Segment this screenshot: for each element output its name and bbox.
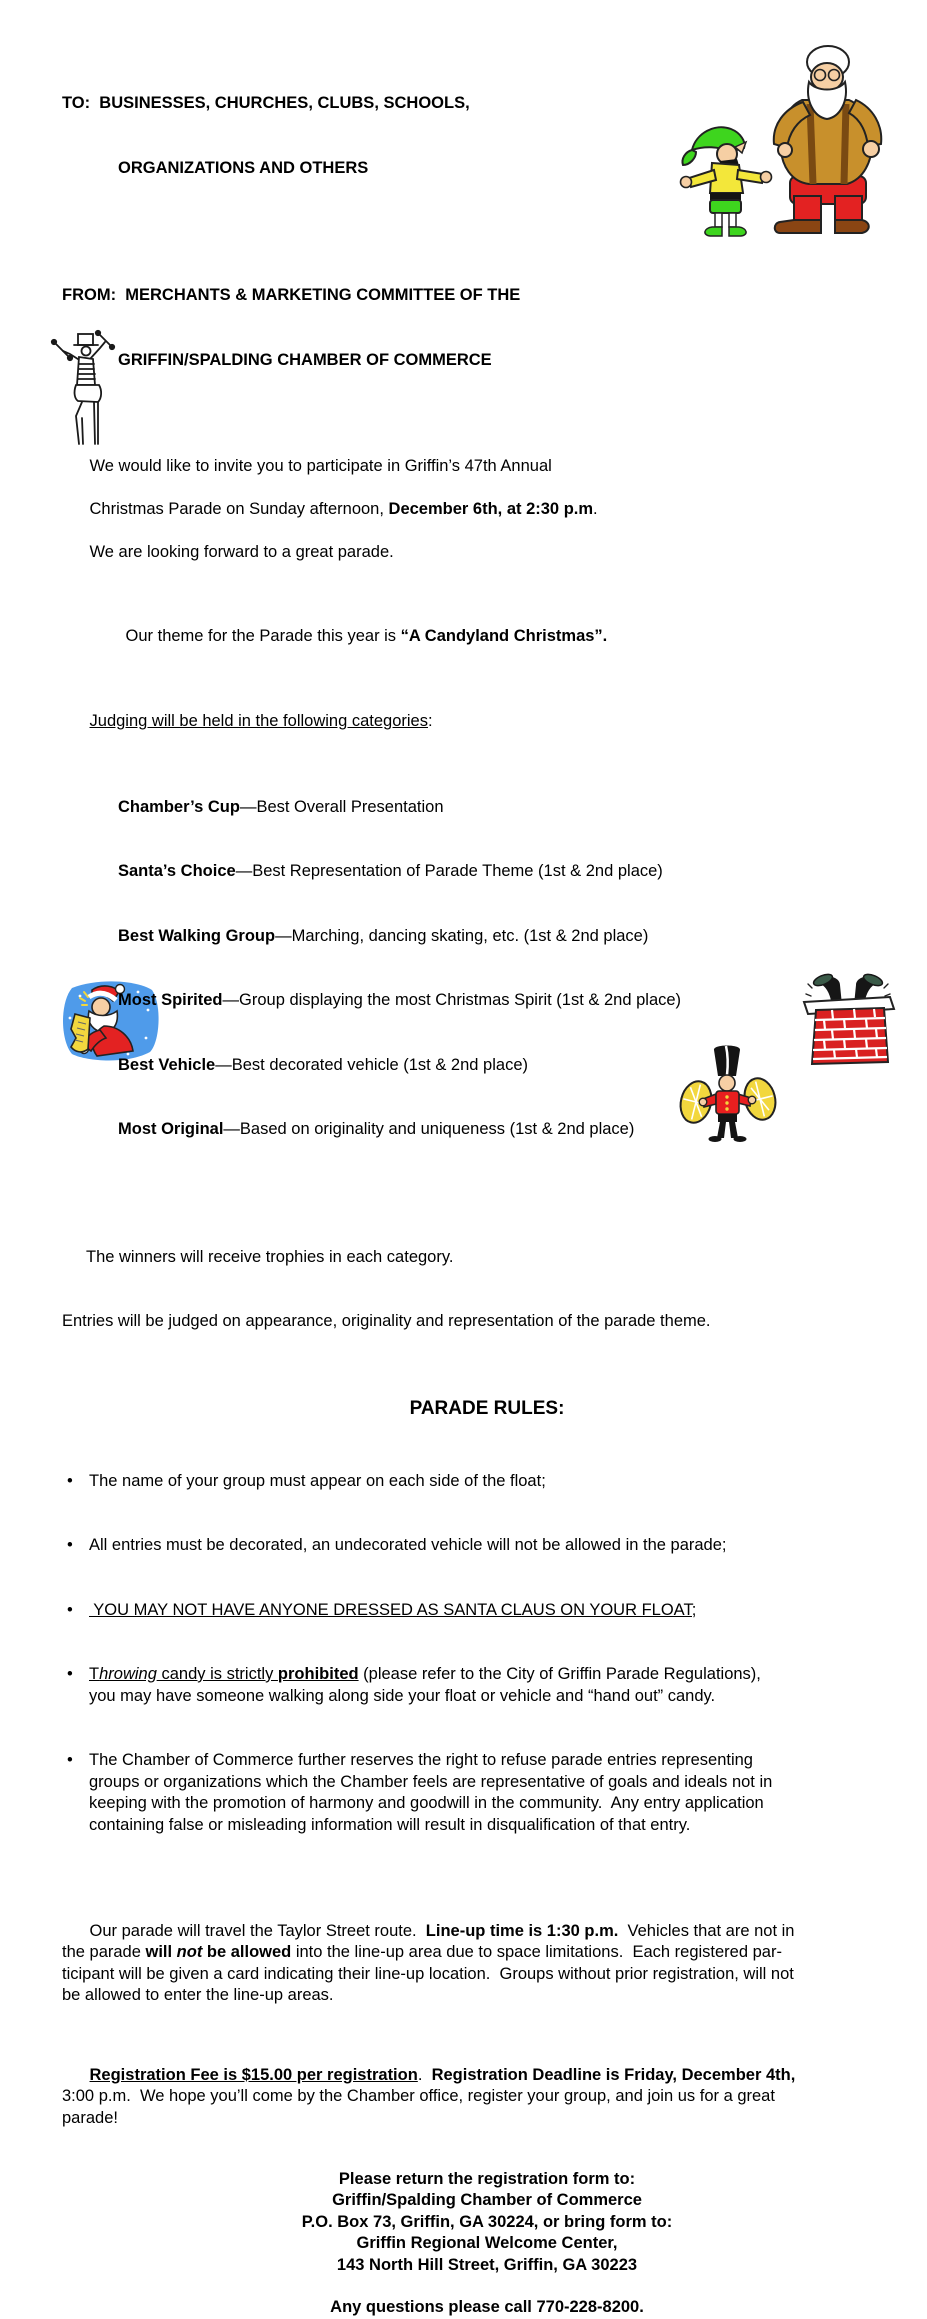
intro-line3: We are looking forward to a great parade. (89, 542, 394, 561)
rule-item (62, 1535, 912, 1557)
theme-line: Our theme for the Parade this year is “A Candyland Christmas”. (125, 627, 608, 645)
bullet-icon: • (67, 1665, 73, 1683)
registration-deadline: Registration Deadline is Friday, December 4th, (431, 2065, 796, 2084)
parade-theme: “A Candyland Christmas”. (400, 627, 608, 645)
category-item: Santa’s Choice—Best Representation of Parade Theme (1st & 2nd place) (118, 862, 663, 880)
letter-content (62, 50, 912, 2319)
category-item: Most Original—Based on originality and uniqueness (1st & 2nd place) (118, 1120, 635, 1138)
from-line2: GRIFFIN/SPALDING CHAMBER OF COMMERCE (118, 350, 492, 369)
rule-text-throwing: Throwing candy is strictly prohibited (please refer to the City of Griffin Parade Regulations), you may have someone walking along side your float or vehicle and “hand out” candy. (89, 1665, 761, 1705)
to-block (62, 50, 912, 222)
registration-paragraph: Registration Fee is $15.00 per registration. Registration Deadline is Friday, December 4th, 3:00 p.m. We hope you’ll come by the Chamber office, register your group, and join us for a great parade! (62, 2065, 796, 2127)
category-item: Most Spirited—Group displaying the most Christmas Spirit (1st & 2nd place) (118, 991, 682, 1009)
parade-datetime: December 6th, at 2:30 p.m (388, 499, 594, 518)
bullet-icon: • (67, 1536, 73, 1554)
rule-item (62, 1664, 912, 1707)
judging-heading: Judging will be held in the following categories: (89, 711, 433, 730)
from-block (62, 242, 912, 414)
category-item: Chamber’s Cup—Best Overall Presentation (118, 797, 444, 816)
lineup-paragraph: Our parade will travel the Taylor Street route. Line-up time is 1:30 p.m. Vehicles that are not in the parade will not be allowed into the line-up area due to space limitations. Each registered par- ticipant will be given a card indicating their line-up location. Groups without prior registration, will not be allowed to enter the line-up areas. (62, 1921, 795, 2004)
winners-paragraph: The winners will receive trophies in each category. Entries will be judged on appearance, originality and representation of the parade theme. (62, 1247, 711, 1330)
bullet-icon: • (67, 1600, 73, 1619)
rule-item (62, 1600, 912, 1622)
return-address-block: Please return the registration form to: Griffin/Spalding Chamber of Commerce P.O. Box 73, Griffin, GA 30224, or bring form to: Griffin Regional Welcome Center, 143 North Hill Street, Griffin, GA 30223 (301, 2169, 673, 2274)
rule-item (62, 1471, 912, 1493)
category-item: Best Vehicle—Best decorated vehicle (1st & 2nd place) (118, 1055, 528, 1074)
rule-text-no-santa: YOU MAY NOT HAVE ANYONE DRESSED AS SANTA CLAUS ON YOUR FLOAT; (89, 1600, 697, 1619)
rule-text: The name of your group must appear on each side of the float; (89, 1471, 546, 1490)
rule-text: All entries must be decorated, an undecorated vehicle will not be allowed in the parade; (89, 1536, 727, 1554)
to-line1: TO: BUSINESSES, CHURCHES, CLUBS, SCHOOLS, (62, 94, 470, 112)
judging-categories (62, 754, 912, 1184)
bullet-icon: • (67, 1751, 73, 1769)
bullet-icon: • (67, 1471, 73, 1490)
registration-fee: Registration Fee is $15.00 per registration (89, 2065, 418, 2084)
intro-paragraph: We would like to invite you to participate in Griffin’s 47th Annual Christmas Parade on Sunday afternoon, December 6th, at 2:30 p.m. We are looking forward to a great parade. (89, 456, 598, 561)
parade-rules-list (62, 1428, 912, 1880)
from-line1: FROM: MERCHANTS & MARKETING COMMITTEE OF THE (62, 286, 521, 304)
parade-rules-heading: PARADE RULES: (409, 1397, 565, 1419)
intro-line2: Christmas Parade on Sunday afternoon, (89, 499, 389, 518)
questions-line: Any questions please call 770-228-8200. (330, 2298, 644, 2316)
category-item: Best Walking Group—Marching, dancing skating, etc. (1st & 2nd place) (118, 926, 649, 945)
rule-text-refusal: The Chamber of Commerce further reserves the right to refuse parade entries representing groups or organizations which the Chamber feels are representative of goals and ideals not in keeping with the promotion of harmony and goodwill in the community. Any entry application containing false or misleading information will result in disqualification of that entry. (89, 1751, 773, 1834)
to-line2: ORGANIZATIONS AND OTHERS (118, 158, 369, 177)
lineup-time: Line-up time is 1:30 p.m. (425, 1921, 619, 1940)
rule-item (62, 1750, 912, 1836)
intro-line1: We would like to invite you to participate in Griffin’s 47th Annual (89, 456, 552, 475)
